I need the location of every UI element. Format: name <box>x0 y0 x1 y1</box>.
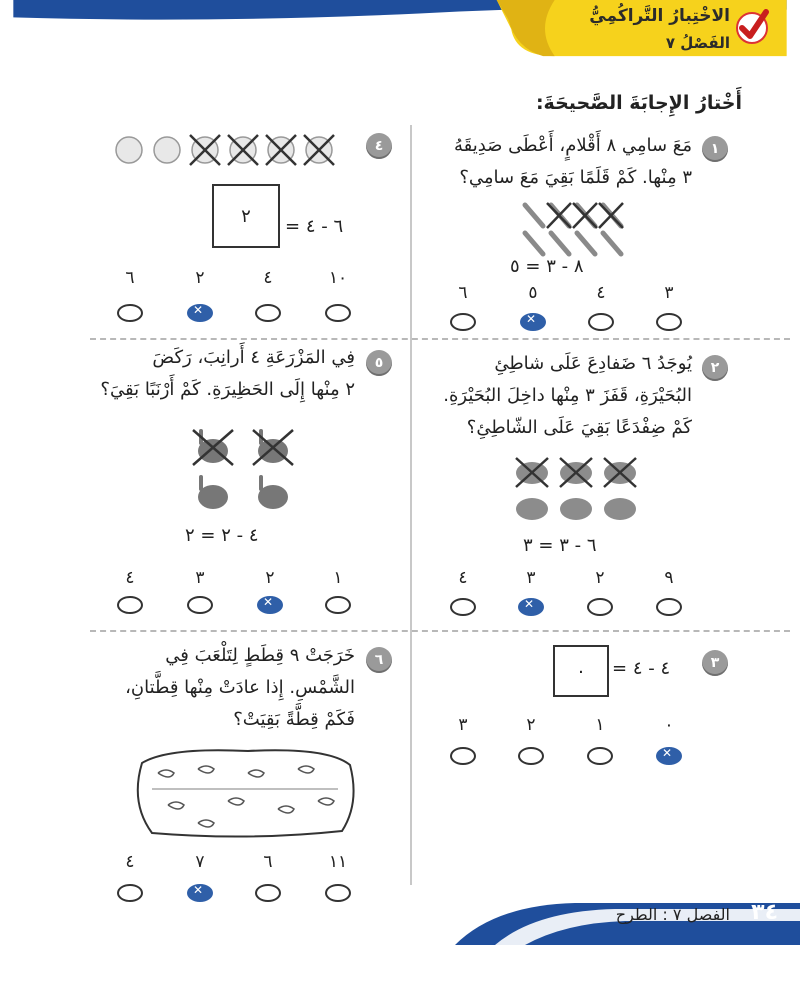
selected-mark-icon: ✕ <box>263 595 274 609</box>
header-title: الاخْتِبارُ التَّراكُمِيُّ <box>589 6 730 26</box>
question-6-number: ٦ <box>366 647 392 673</box>
choice-label: ٢ <box>195 268 205 288</box>
selected-mark-icon: ✕ <box>524 597 535 611</box>
question-text-line: خَرَجَتْ ٩ قِطَطٍ لِتَلْعَبَ فِي <box>165 645 355 666</box>
cats-illustration <box>128 743 360 843</box>
choice-label: ٣ <box>458 715 468 735</box>
answer-bubble[interactable] <box>257 596 283 614</box>
choice-label: ٦ <box>125 268 135 288</box>
choice-label: ٣ <box>195 568 205 588</box>
header-chapter: الفَصْلُ ٧ <box>665 34 730 52</box>
choice-label: ٢ <box>526 715 536 735</box>
question-3-choices <box>443 715 703 765</box>
question-1-equation: ٨ - ٣ = ٥ <box>510 256 584 277</box>
frogs-illustration <box>510 455 650 527</box>
question-4-number: ٤ <box>366 133 392 159</box>
question-text-line: البُحَيْرَةِ، قَفَزَ ٣ مِنْها داخِلَ البُحَيْرَةِ. <box>443 385 692 406</box>
choice-label: ٣ <box>526 568 536 588</box>
question-4-answer-box[interactable]: ٢ <box>212 184 280 248</box>
answer-bubble[interactable] <box>325 304 351 322</box>
selected-mark-icon: ✕ <box>193 883 204 897</box>
question-text-line: مَعَ سامِي ٨ أَقْلامٍ، أَعْطَى صَدِيقَهُ <box>453 135 692 156</box>
answer-bubble[interactable] <box>587 598 613 616</box>
question-5-number: ٥ <box>366 350 392 376</box>
answer-bubble[interactable] <box>187 884 213 902</box>
question-4-equation: ٦ - ٤ = <box>285 216 344 237</box>
answer-bubble[interactable] <box>588 313 614 331</box>
question-1-choices <box>443 283 703 333</box>
question-text-line: فَكَمْ قِطَّةً بَقِيَتْ؟ <box>233 709 355 730</box>
question-2-text <box>392 348 692 444</box>
choice-label: ٤ <box>596 283 606 303</box>
choice-label: ٤ <box>125 852 135 872</box>
choice-label: ١٠ <box>328 268 348 288</box>
answer-bubble[interactable] <box>518 747 544 765</box>
question-5-text <box>95 342 355 406</box>
choice-label: ٠ <box>664 715 674 735</box>
answer-bubble[interactable] <box>518 598 544 616</box>
selected-mark-icon: ✕ <box>662 746 673 760</box>
choice-label: ١ <box>595 715 605 735</box>
footer-text: الفصل ٧ : الطرح <box>615 905 730 924</box>
answer-bubble[interactable] <box>117 596 143 614</box>
choice-label: ١١ <box>328 852 348 872</box>
question-text-line: كَمْ ضِفْدَعًا بَقِيَ عَلَى الشّاطِئِ؟ <box>466 417 692 438</box>
row-divider <box>90 338 790 340</box>
choice-label: ٥ <box>528 283 538 303</box>
answer-bubble[interactable] <box>450 747 476 765</box>
question-text-line: فِي المَزْرَعَةِ ٤ أَرانِبَ، رَكَضَ <box>152 347 355 368</box>
question-6-text <box>95 640 355 736</box>
question-text-line: يُوجَدُ ٦ ضَفادِعَ عَلَى شاطِئِ <box>494 353 692 374</box>
answer-bubble[interactable] <box>187 596 213 614</box>
selected-mark-icon: ✕ <box>193 303 204 317</box>
choice-label: ٩ <box>664 568 674 588</box>
answer-bubble[interactable] <box>325 596 351 614</box>
choice-label: ٦ <box>263 852 273 872</box>
choice-label: ١ <box>333 568 343 588</box>
choice-label: ٣ <box>664 283 674 303</box>
choice-label: ٢ <box>595 568 605 588</box>
choice-label: ٤ <box>458 568 468 588</box>
answer-bubble[interactable] <box>656 598 682 616</box>
row-divider <box>90 630 790 632</box>
question-3-answer-box[interactable]: ٠ <box>553 645 609 697</box>
page-number: ٣٤ <box>751 900 778 925</box>
answer-bubble[interactable] <box>656 313 682 331</box>
answer-bubble[interactable] <box>117 304 143 322</box>
question-text-line: ٢ مِنْها إِلَى الحَظِيرَةِ. كَمْ أَرْنَبًا بَقِيَ؟ <box>100 379 355 400</box>
question-2-equation: ٦ - ٣ = ٣ <box>523 535 597 556</box>
answer-bubble[interactable] <box>255 304 281 322</box>
question-text-line: الشَّمْسِ. إِذا عادَتْ مِنْها قِطَّتانِ، <box>125 677 355 698</box>
question-1-text <box>392 130 692 194</box>
question-text-line: ٣ مِنْها. كَمْ قَلَمًا بَقِيَ مَعَ سامِي؟ <box>459 167 692 188</box>
baseballs-illustration <box>113 133 353 167</box>
choice-label: ٤ <box>125 568 135 588</box>
answer-bubble[interactable] <box>117 884 143 902</box>
answer-bubble[interactable] <box>255 884 281 902</box>
choice-label: ٤ <box>263 268 273 288</box>
answer-bubble[interactable] <box>450 598 476 616</box>
selected-mark-icon: ✕ <box>526 312 537 326</box>
choice-label: ٧ <box>195 852 205 872</box>
question-3-equation: ٤ - ٤ = <box>612 658 671 679</box>
choice-label: ٦ <box>458 283 468 303</box>
answer-bubble[interactable] <box>587 747 613 765</box>
choice-label: ٢ <box>265 568 275 588</box>
question-2-number: ٢ <box>702 355 728 381</box>
instruction: أَخْتارُ الإِجابَةَ الصَّحيحَةَ: <box>535 92 742 114</box>
answer-bubble[interactable] <box>520 313 546 331</box>
answer-bubble[interactable] <box>187 304 213 322</box>
pencils-illustration <box>515 200 640 260</box>
answer-bubble[interactable] <box>450 313 476 331</box>
answer-bubble[interactable] <box>656 747 682 765</box>
rabbits-illustration <box>185 425 305 520</box>
answer-bubble[interactable] <box>325 884 351 902</box>
question-2-choices <box>443 568 703 618</box>
question-4-choices <box>110 268 370 318</box>
question-5-equation: ٤ - ٢ = ٢ <box>185 525 259 546</box>
question-5-choices <box>110 568 370 618</box>
question-6-choices <box>110 852 370 902</box>
question-1-number: ١ <box>702 136 728 162</box>
column-divider <box>410 125 412 885</box>
checkmark-icon <box>732 6 772 46</box>
question-3-number: ٣ <box>702 650 728 676</box>
